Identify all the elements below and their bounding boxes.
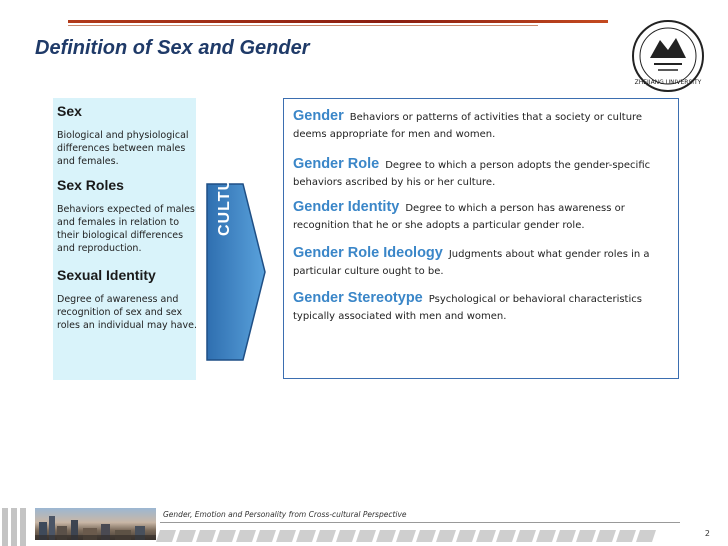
section-text-sex: Biological and physiological differences between males and females.: [57, 130, 189, 167]
culture-label: CULTURE: [216, 153, 233, 236]
term-title: Gender Identity: [293, 199, 400, 215]
section-text-sex-roles: Behaviors expected of males and females in relation to their biological differences and reproduction.: [57, 204, 195, 254]
term-gender: [293, 108, 678, 143]
term-title: Gender Role: [293, 156, 380, 172]
term-definition: Degree to which a person adopts the gender-specific behaviors ascribed by his or her culture.: [293, 160, 651, 188]
term-gender-role: [293, 156, 678, 191]
term-definition: Behaviors or patterns of activities that a society or culture deems appropriate for men and women.: [293, 112, 643, 140]
term-title: Gender: [293, 108, 344, 124]
page-number: 2: [704, 529, 710, 538]
top-rule-thin: [68, 25, 538, 26]
culture-arrow: [205, 182, 267, 362]
slide-title: Definition of Sex and Gender: [35, 37, 310, 59]
section-heading-sex: Sex: [57, 103, 82, 119]
section-heading-sex-roles: Sex Roles: [57, 177, 124, 193]
term-title: Gender Stereotype: [293, 290, 423, 306]
term-gender-stereotype: [293, 290, 678, 325]
section-text-sexual-identity: Degree of awareness and recognition of sex and sex roles an individual may have.: [57, 294, 197, 331]
logo-text: ZHEJIANG UNIVERSITY: [634, 79, 702, 86]
skyline-image: [35, 508, 156, 540]
term-gender-role-ideology: [293, 245, 678, 280]
university-logo: [630, 18, 706, 94]
term-definition: Psychological or behavioral characteristics typically associated with men and women.: [293, 294, 642, 322]
term-title: Gender Role Ideology: [293, 245, 443, 261]
top-rule: [68, 20, 608, 23]
term-definition: Degree to which a person has awareness or recognition that he or she adopts a particular gender role.: [293, 203, 625, 231]
footer-caption: Gender, Emotion and Personality from Cross-cultural Perspective: [163, 510, 407, 519]
term-gender-identity: [293, 199, 678, 234]
term-definition: Judgments about what gender roles in a particular culture ought to be.: [293, 249, 650, 277]
section-heading-sexual-identity: Sexual Identity: [57, 267, 156, 283]
